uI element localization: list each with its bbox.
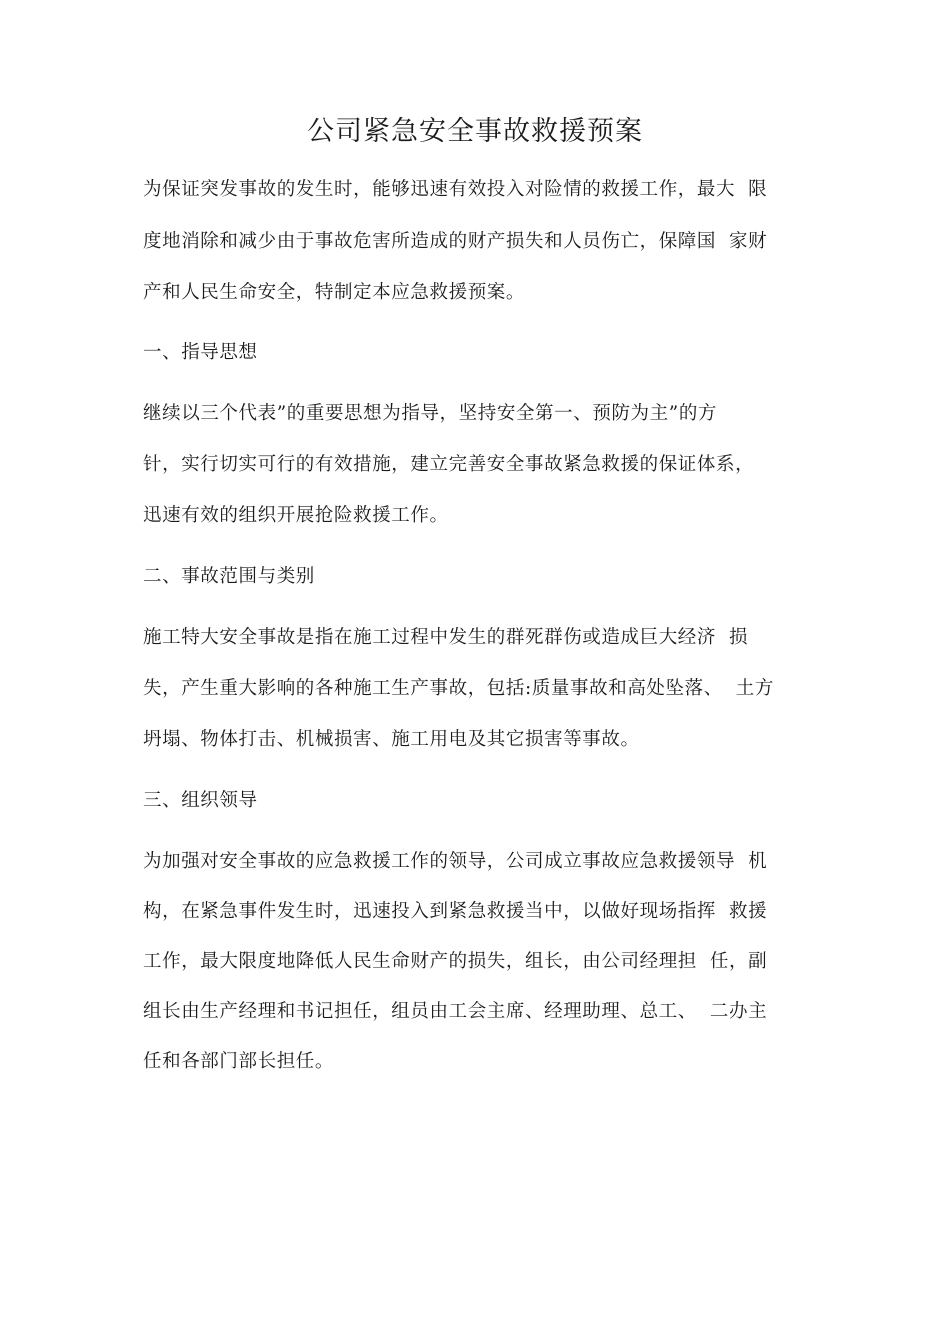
section-line: 任和各部门部长担任。 (143, 1051, 335, 1072)
section-heading: 一、指导思想 (143, 342, 258, 363)
section-heading: 二、事故范围与类别 (143, 566, 315, 587)
section-line: 为加强对安全事故的应急救援工作的领导，公司成立事故应急救援领导 机 (143, 851, 768, 872)
section-line: 失，产生重大影响的各种施工生产事故，包括:质量事故和高处坠落、 土方 (143, 678, 774, 699)
section-line: 迅速有效的组织开展抢险救援工作。 (143, 505, 449, 526)
section-line: 坍塌、物体打击、机械损害、施工用电及其它损害等事故。 (143, 729, 640, 750)
intro-line: 为保证突发事故的发生时，能够迅速有效投入对险情的救援工作，最大 限 (143, 179, 768, 200)
section-heading: 三、组织领导 (143, 790, 258, 811)
intro-line: 产和人民生命安全，特制定本应急救援预案。 (143, 282, 526, 303)
section-line: 构，在紧急事件发生时，迅速投入到紧急救援当中，以做好现场指挥 救援 (143, 901, 768, 922)
section-line: 工作，最大限度地降低人民生命财产的损失，组长，由公司经理担 任，副 (143, 951, 768, 972)
section-line: 针，实行切实可行的有效措施，建立完善安全事故紧急救援的保证体系， (143, 454, 755, 475)
section-line: 施工特大安全事故是指在施工过程中发生的群死群伤或造成巨大经济 损 (143, 627, 749, 648)
intro-line: 度地消除和减少由于事故危害所造成的财产损失和人员伤亡，保障国 家财 (143, 231, 768, 252)
section-line: 继续以三个代表”的重要思想为指导，坚持安全第一、预防为主”的方 (143, 403, 718, 424)
section-line: 组长由生产经理和书记担任，组员由工会主席、经理助理、总工、 二办主 (143, 1001, 768, 1022)
document-title: 公司紧急安全事故救援预案 (307, 116, 643, 147)
